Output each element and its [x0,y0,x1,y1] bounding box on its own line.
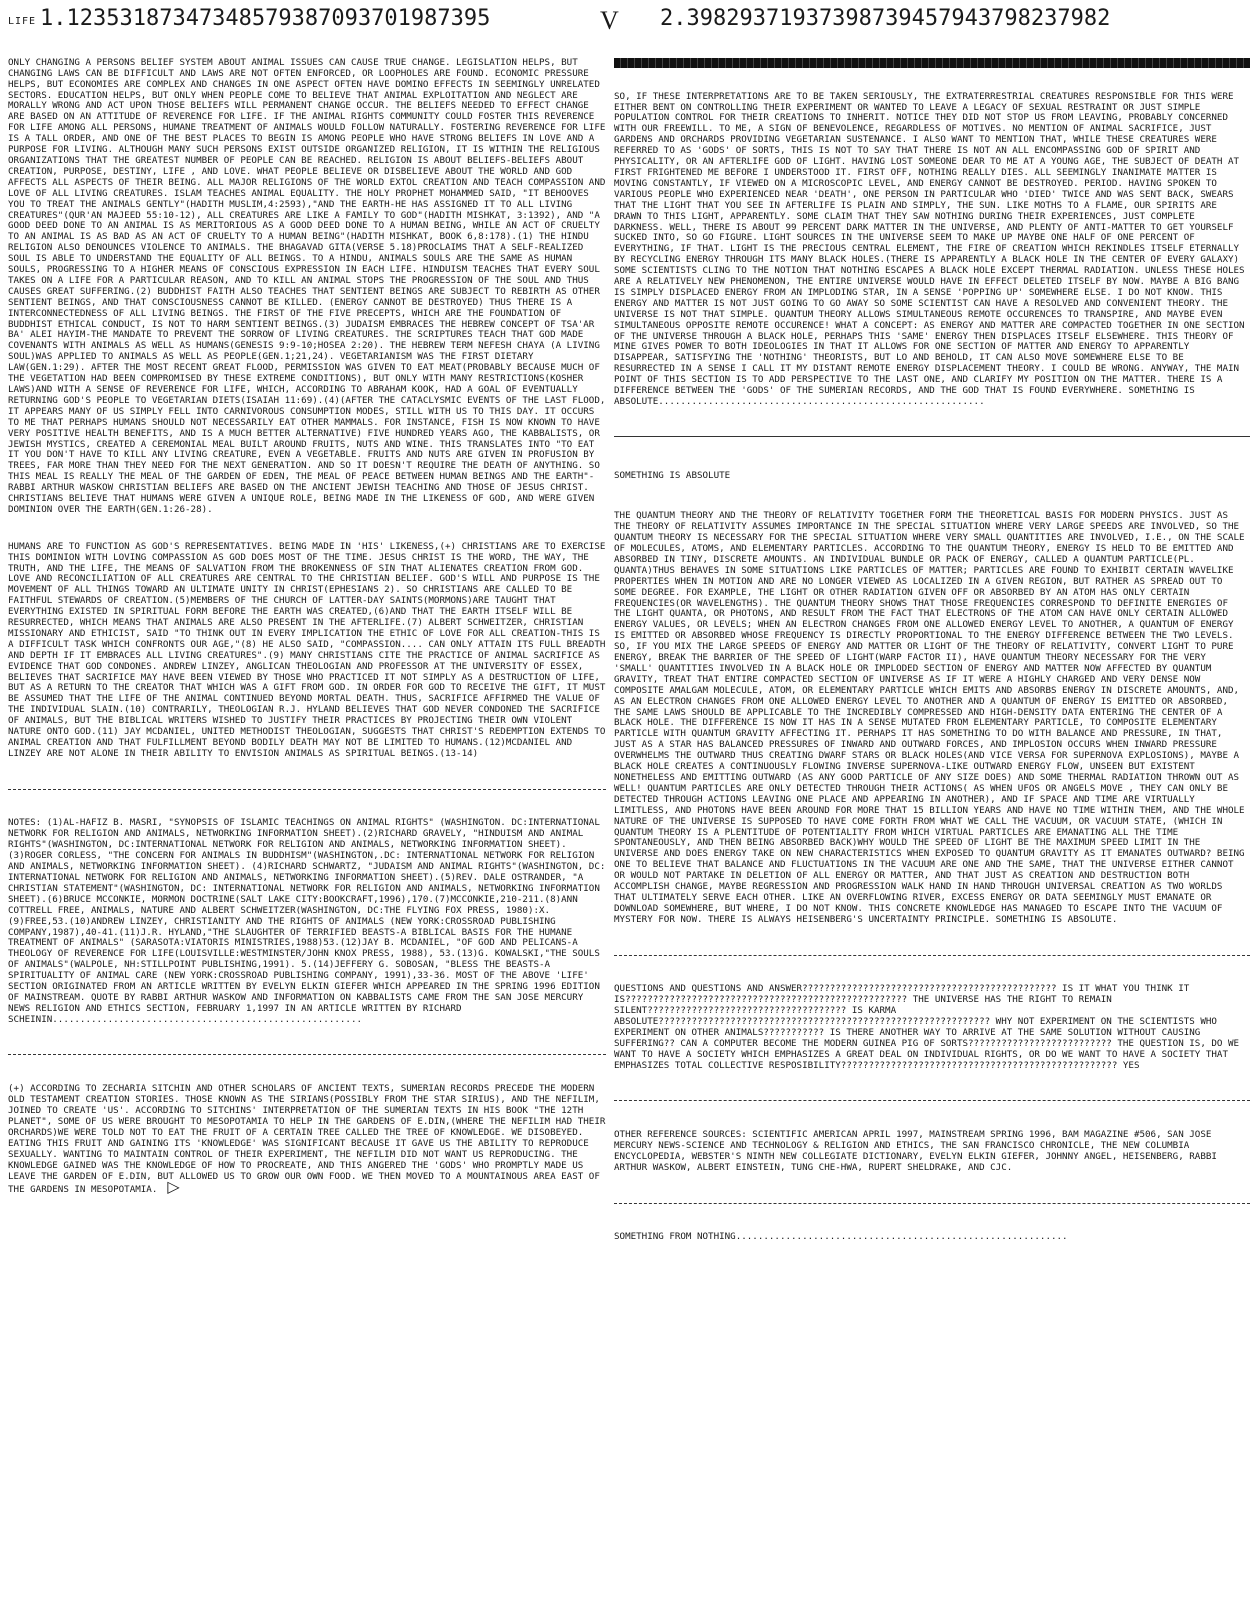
notes-block: NOTES: (1)AL-HAFIZ B. MASRI, "SYNOPSIS OF ISLAMIC TEACHINGS ON ANIMAL RIGHTS" (WASHINGTON. DC:INTERNATIONAL NETWORK FOR RELIGION AND ANIMALS, NETWORKING INFORMATION SHEET).(2)RICHARD GRAVELY, "HINDUISM AND ANIMAL RIGHTS"(WASHINGTON, DC:INTERNATIONAL NETWORK FOR RELIGION AND ANIMALS, NETWORKING INFORMATION SHEET). (3)ROGER CORLESS, "THE CONCERN FOR ANIMALS IN BUDDHISM"(WASHINGTON,.DC: INTERNATIONAL NETWORK FOR RELIGION AND ANIMALS, NETWORKING INFORMATION SHEET). (4)RICHARD SCHWARTZ, "JUDAISM AND ANIMAL RIGHTS"(WASHINGTON, DC: INTERNATIONAL NETWORK FOR RELIGION AND ANIMALS, NETWORKING INFORMATION SHEET).(5)REV. DALE OSTRANDER, "A CHRISTIAN STATEMENT"(WASHINGTON, DC: INTERNATIONAL NETWORK FOR RELIGION AND ANIMALS, NETWORKING INFORMATION SHEET).(6)BRUCE MCCONKIE, MORMON DOCTRINE(SALT LAKE CITY:BOOKCRAFT,1996),170.(7)MCCONKIE,210-211.(8)ANN COTTRELL FREE, ANIMALS, NATURE AND ALBERT SCHWEITZER(WASHINGTON, DC:THE FLYING FOX PRESS, 1980):X.(9)FREE,53.(10)ANDREW LINZEY, CHRISTIANITY AND THE RIGHTS OF ANIMALS (NEW YORK:CROSSROAD PUBLISHING COMPANY,1987),40-41.(11)J.R. HYLAND,"THE SLAUGHTER OF TERRIFIED BEASTS-A BIBLICAL BASIS FOR THE HUMANE TREATMENT OF ANIMALS" (SARASOTA:VIATORIS MINISTRIES,1988)53.(12)JAY B. MCDANIEL, "OF GOD AND PELICANS-A THEOLOGY OF REVERENCE FOR LIFE(LOUISVILLE:WESTMINSTER/JOHN KNOX PRESS, 1988), 53.(13)G. KOWALSKI,"THE SOULS OF ANIMALS"(WALPOLE, NH:STILLPOINT PUBLISHING,1991). 5.(14)JEFFERY G. SOBOSAN, "BLESS THE BEASTS-A SPIRITUALITY OF ANIMAL CARE (NEW YORK:CROSSROAD PUBLISHING COMPANY, 1991),33-36. MOST OF THE ABOVE 'LIFE' SECTION ORIGINATED FROM AN ARTICLE WRITTEN BY EVELYN ELKIN GIEFER WHICH APPEARED IN THE SPRING 1996 EDITION OF MAINSTREAM. QUOTE BY RABBI ARTHUR WASKOW AND INFORMATION ON KABBALISTS CAME FROM THE SAN JOSE MERCURY NEWS RELIGION AND ETHICS SECTION, FEBRUARY 1,1997 IN AN ARTICLE WRITTEN BY RICHARD SCHEININ........................................................ [8,817,611,1025]
divider [614,436,1250,437]
plus-note-block [8,1083,611,1197]
header-number-left: 1.1235318734734857938709370198739​5 [40,6,491,31]
header-mark: V [600,6,619,35]
plus-note-text: (+) ACCORDING TO ZECHARIA SITCHIN AND OTHER SCHOLARS OF ANCIENT TEXTS, SUMERIAN RECORDS PRECEDE THE MODERN OLD TESTAMENT CREATION STORIES. THOSE KNOWN AS THE SIRIANS(POSSIBLY FROM THE STAR SIRIUS), AND THE NEFILIM, JOINED TO CREATE 'US'. ACCORDING TO SITCHINS' INTERPRETATION OF THE SUMERIAN TEXTS IN HIS BOOK "THE 12TH PLANET", SOME OF US WERE BROUGHT TO MESOPOTAMIA TO HELP IN THE GARDENS OF E.DIN,(WHERE THE NEFILIM HAD THEIR ORCHARDS)WE WERE TOLD NOT TO EAT THE FRUIT OF A CERTAIN TREE CALLED THE TREE OF KNOWLEDGE. WE DISOBEYED. EATING THIS FRUIT AND GAINING ITS 'KNOWLEDGE' WAS SIGNIFICANT BECAUSE IT GAVE US THE ABILITY TO REPRODUCE SEXUALLY. WANTING TO MAINTAIN CONTROL OF THEIR EXPERIMENT, THE NEFILIM DID NOT WANT US REPRODUCING. THE KNOWLEDGE GAINED WAS THE KNOWLEDGE OF HOW TO PROCREATE, AND THIS ANGERED THE 'GODS' WHO PROMPTLY MADE US LEAVE THE GARDEN OF E.DIN, BUT ALLOWED US TO GROW OUR OWN FOOD. WE THEN MOVED TO A MOUNTAINOUS AREA EAST OF THE GARDENS IN MESOPOTAMIA. [8,1083,611,1196]
life-paragraph-1: ONLY CHANGING A PERSONS BELIEF SYSTEM ABOUT ANIMAL ISSUES CAN CAUSE TRUE CHANGE. LEGISLATION HELPS, BUT CHANGING LAWS CAN BE DIFFICULT AND LAWS ARE NOT OFTEN ENFORCED, OR LOOPHOLES ARE FOUND. ECONOMIC PRESSURE HELPS, BUT ECONOMIES ARE COMPLEX AND CHANGES IN ONE ASPECT OFTEN HAVE DOMINO EFFECTS IN SEEMINGLY UNRELATED SECTORS. EDUCATION HELPS, BUT ONLY WHEN PEOPLE COME TO BELIEVE THAT ANIMAL EXPLOITATION AND NEGLECT ARE MORALLY WRONG AND ACT UPON THOSE BELIEFS WILL PERMANENT CHANGE OCCUR. THE BELIEFS NEEDED TO EFFECT CHANGE ARE BASED ON AN ATTITUDE OF REVERENCE FOR LIFE. IF THE ANIMAL RIGHTS COMMUNITY COULD FOSTER THIS REVERENCE FOR LIFE AMONG ALL PERSONS, HUMANE TREATMENT OF ANIMALS WOULD FOLLOW NATURALLY. FOSTERING REVERENCE FOR LIFE IS A TALL ORDER, AND ONE OF THE BEST PLACES TO BEGIN IS AMONG PEOPLE WHO HAVE STRONG BELIEFS IN LOVE AND A PURPOSE FOR LIVING. ALTHOUGH MANY SUCH PERSONS EXIST OUTSIDE ORGANIZED RELIGION, IT IS WITHIN THE RELIGIOUS ORGANIZATIONS THAT THE GREATEST NUMBER OF PEOPLE CAN BE REACHED. RELIGION IS ABOUT BELIEFS-BELIEFS ABOUT CREATION, PURPOSE, DESTINY, LIFE , AND LOVE. WHAT PEOPLE BELIEVE OR DISBELIEVE ABOUT THE WORLD AND GOD AFFECTS ALL ASPECTS OF THEIR BEING. ALL MAJOR RELIGIONS OF THE WORLD EXTOL CREATION AND TEACH COMPASSION AND LOVE OF ALL LIVING CREATURES. ISLAM TEACHES ANIMAL EQUALITY. THE HOLY PROPHET MOHAMMED SAID, "IT BEHOOVES YOU TO TREAT THE ANIMALS GENTLY"(HADITH MUSLIM,4:2593),"AND THE EARTH-HE HAS ASSIGNED IT TO ALL LIVING CREATURES"(QUR'AN MAJEED 55:10-12), ALL CREATURES ARE LIKE A FAMILY TO GOD"(HADITH MISHKAT, 3:1392), AND "A GOOD DEED DONE TO AN ANIMAL IS AS MERITORIOUS AS A GOOD DEED DONE TO A HUMAN BEING, WHILE AN ACT OF CRUELTY TO AN ANIMAL IS AS BAD AS AN ACT OF CRUELTY TO A HUMAN BEING"(HADITH MISHKAT, BOOK 6,8:178).(1) THE HINDU RELIGION ALSO DENOUNCES VIOLENCE TO ANIMALS. THE BHAGAVAD GITA(VERSE 5.18)PROCLAIMS THAT A SELF-REALIZED SOUL IS ABLE TO UNDERSTAND THE EQUALITY OF ALL BEINGS. TO A HINDU, ANIMALS SOULS ARE THE SAME AS HUMAN SOULS, PROGRESSING TO A HIGHER MEANS OF CONSCIOUS EXPRESSION IN EACH LIFE. HINDUISM TEACHES THAT EVERY SOUL TAKES ON A LIFE FOR A PARTICULAR REASON, AND TO KILL AN ANIMAL STOPS THE PROGRESSION OF THE SOUL AND THUS CAUSES GREAT SUFFERING.(2) BUDDHIST FAITH ALSO TEACHES THAT SENTIENT BEINGS ARE SUBJECT TO REBIRTH AS OTHER SENTIENT BEINGS, AND THAT CONSCIOUSNESS CANNOT BE KILLED. (ENERGY CANNOT BE DESTROYED) THUS THERE IS A INTERCONNECTEDNESS OF ALL LIVING BEINGS. THE FIRST OF THE FIVE PRECEPTS, WHICH ARE THE FOUNDATION OF BUDDHIST ETHICAL CONDUCT, IS NOT TO HARM SENTIENT BEINGS.(3) JUDAISM EMBRACES THE HEBREW CONCEPT OF TSA'AR BA' ALEI HAYIM-THE MANDATE TO PREVENT THE SORROW OF LIVING CREATURES. THE SCRIPTURES TEACH THAT GOD MADE COVENANTS WITH ANIMALS AS WELL AS HUMANS(GENESIS 9:9-10;HOSEA 2:20). THE HEBREW TERM NEFESH CHAYA (A LIVING SOUL)WAS APPLIED TO ANIMALS AS WELL AS PEOPLE(GEN.1;21,24). VEGETARIANISM WAS THE FIRST DIETARY LAW(GEN.1:29). AFTER THE MOST RECENT GREAT FLOOD, PERMISSION WAS GIVEN TO EAT MEAT(PROBABLY BECAUSE MUCH OF THE VEGETATION HAD BEEN COMPROMISED BY THESE EXTREME CONDITIONS), BUT ONLY WITH MANY RESTRICTIONS(KOSHER LAWS)AND WITH A SENSE OF REVERENCE FOR LIFE, WHICH, ACCORDING TO ABRAHAM KOOK, HAD A GOAL OF EVENTUALLY RETURNING GOD'S PEOPLE TO VEGETARIAN DIETS(ISAIAH 11:69).(4)(AFTER THE CATACLYSMIC EVENTS OF THE LAST FLOOD, IT APPEARS MANY OF US SIMPLY FELL INTO CARNIVOROUS CONSUMPTION MODES, STILL WITH US TO THIS DAY. IT OCCURS TO ME THAT PERHAPS HUMANS SHOULD NOT NECESSARILY EAT OTHER MAMMALS. FOR INSTANCE, FISH IS NOW KNOWN TO HAVE VERY POSITIVE HEALTH BENEFITS, AND IS A MUCH BETTER ALTERNATIVE) FIVE HUNDRED YEARS AGO, THE KABBALISTS, OR JEWISH MYSTICS, CREATED A CEREMONIAL MEAL BUILT AROUND FRUITS, NUTS AND WINE. THIS TRANSLATES INTO "TO EAT IT YOU DON'T HAVE TO KILL ANY LIVING CREATURE, EVEN A VEGETABLE. FRUITS AND NUTS ARE GIVEN IN PROFUSION BY TREES, FAR MORE THAN THEY NEED FOR THE NEXT GENERATION. AND SO IT DOESN'T REQUIRE THE DEATH OF ANYTHING. SO THIS MEAL IS REALLY THE MEAL OF THE GARDEN OF EDEN, THE MEAL OF PEACE BETWEEN HUMAN BEINGS AND THE EARTH"-RABBI ARTHUR WASKOW CHRISTIAN BELIEFS ARE BASED ON THE ANCIENT JEWISH TEACHING AND THOSE OF JESUS CHRIST. CHRISTIANS BELIEVE THAT HUMANS WERE GIVEN A UNIQUE ROLE, BEING MADE IN THE LIKENESS OF GOD, AND WERE GIVEN DOMINION OVER THE EARTH(GEN.1:26-28). [8,56,611,515]
life-paragraph-2: HUMANS ARE TO FUNCTION AS GOD'S REPRESENTATIVES. BEING MADE IN 'HIS' LIKENESS,(+) CHRISTIANS ARE TO EXERCISE THIS DOMINION WITH LOVING COMPASSION AS GOD DOES MOST OF THE TIME. JESUS CHRIST IS THE WORD, THE WAY, THE TRUTH, AND THE LIFE, THE MEANS OF SALVATION FROM THE BROKENNESS OF SIN THAT ALIENATES CREATION FROM GOD. LOVE AND RECONCILIATION OF ALL CREATURES ARE CENTRAL TO THE CHRISTIAN BELIEF. GOD'S WILL AND PURPOSE IS THE MOVEMENT OF ALL THINGS TOWARD AN ULTIMATE UNITY IN CHRIST(EPHESIANS 2). SO CHRISTIANS ARE CALLED TO BE FAITHFUL STEWARDS OF CREATION.(5)MEMBERS OF THE CHURCH OF LATTER-DAY SAINTS(MORMONS)ARE TAUGHT THAT EVERYTHING EXISTED IN SPIRITUAL FORM BEFORE THE EARTH WAS CREATED,(6)AND THAT THE EARTH ITSELF WILL BE RESURRECTED, WHICH MEANS THAT ANIMALS ARE ALSO PRESENT IN THE AFTERLIFE.(7) ALBERT SCHWEITZER, CHRISTIAN MISSIONARY AND ETHICIST, SAID "TO THINK OUT IN EVERY IMPLICATION THE ETHIC OF LOVE FOR ALL CREATION-THIS IS A DIFFICULT TASK WHICH CONFRONTS OUR AGE,"(8) HE ALSO SAID, "COMPASSION.... CAN ONLY ATTAIN ITS FULL BREADTH AND DEPTH IF IT EMBRACES ALL LIVING CREATURES".(9) MANY CHRISTIANS CITE THE PRACTICE OF ANIMAL SACRIFICE AS EVIDENCE THAT GOD CONDONES. ANDREW LINZEY, ANGLICAN THEOLOGIAN AND PROFESSOR AT THE UNIVERSITY OF ESSEX, BELIEVES THAT SACRIFICE MAY HAVE BEEN VIEWED BY THOSE WHO PRACTICED IT NOT SIMPLY AS A DESTRUCTION OF LIFE, BUT AS A RETURN TO THE CREATOR THAT WHICH WAS A GIFT FROM GOD. IN ORDER FOR GOD TO RECEIVE THE GIFT, IT MUST BE ASSUMED THAT THE LIFE OF THE ANIMAL CONTINUED BEYOND MORTAL DEATH. THUS, SACRIFICE AFFIRMED THE VALUE OF THE INDIVIDUAL SLAIN.(10) CONTRARILY, THEOLOGIAN R.J. HYLAND BELIEVES THAT GOD NEVER CONDONED THE SACRIFICE OF ANIMALS, BUT THE BIBLICAL WRITERS WISHED TO JUSTIFY THEIR PRACTICES BY PROJECTING THEIR OWN VIOLENT NATURE ONTO GOD.(11) JAY MCDANIEL, UNITED METHODIST THEOLOGIAN, SUGGESTS THAT CHRIST'S REDEMPTION EXTENDS TO ANIMAL CREATION AND THAT FULFILLMENT BEYOND BODILY DEATH MAY NOT BE LIMITED TO HUMANS.(12)MCDANIEL AND LINZEY ARE NOT ALONE IN THEIR ABILITY TO ENVISION ANIMALS AS SPIRITUAL BEINGS.(13-14) [8,540,611,759]
divider [8,789,606,790]
divider [614,1100,1250,1101]
references-block: OTHER REFERENCE SOURCES: SCIENTIFIC AMERICAN APRIL 1997, MAINSTREAM SPRING 1996, BAM MAGAZINE #506, SAN JOSE MERCURY NEWS-SCIENCE AND TECHNOLOGY & RELIGION AND ETHICS, THE SAN FRANCISCO CHRONICLE, THE NEW COLUMBIA ENCYCLOPEDIA, WEBSTER'S NINTH NEW COLLEGIATE DICTIONARY, EVELYN ELKIN GIEFER, JOHNNY ANGEL, HEISENBERG, RABBI ARTHUR WASKOW, ALBERT EINSTEIN, TUNG CHE-HWA, RUPERT SHELDRAKE, AND CJC. [614,1129,1223,1173]
right-column [614,36,1250,1254]
footer-line: SOMETHING FROM NOTHING............................................................ [614,1231,1068,1243]
page-header [0,6,1258,40]
left-column [8,36,611,1207]
quantum-paragraph: THE QUANTUM THEORY AND THE THEORY OF RELATIVITY TOGETHER FORM THE THEORETICAL BASIS FOR MODERN PHYSICS. JUST AS THE THEORY OF RELATIVITY ASSUMES IMPORTANCE IN THE SPECIAL SITUATION WHERE VERY LARGE SPEEDS ARE INVOLVED, SO THE QUANTUM THEORY IS NECESSARY FOR THE SPECIAL SITUATION WHERE VERY SMALL QUANTITIES ARE INVOLVED, I.E., ON THE SCALE OF MOLECULES, ATOMS, AND ELEMENTARY PARTICLES. ACCORDING TO THE QUANTUM THEORY, ENERGY IS HELD TO BE EMITTED AND ABSORBED IN TINY, DISCRETE AMOUNTS. AN INDIVIDUAL BUNDLE OR PACK OF ENERGY, CALLED A QUANTUM PARTICLE(PL. QUANTA)THUS BEHAVES IN SOME SITUATIONS LIKE PARTICLES OF MATTER; PARTICLES ARE FOUND TO EXHIBIT CERTAIN WAVELIKE PROPERTIES WHEN IN MOTION AND ARE NO LONGER VIEWED AS LOCALIZED IN A GIVEN REGION, BUT RATHER AS SPREAD OUT TO SOME DEGREE. FOR EXAMPLE, THE LIGHT OR OTHER RADIATION GIVEN OFF OR ABSORBED BY AN ATOM HAS ONLY CERTAIN FREQUENCIES(OR WAVELENGTHS). THE QUANTUM THEORY SHOWS THAT THOSE FREQUENCIES CORRESPOND TO DEFINITE ENERGIES OF THE LIGHT QUANTA, OR PHOTONS, AND RESULT FROM THE FACT THAT ELECTRONS OF THE ATOM CAN HAVE ONLY CERTAIN ALLOWED ENERGY VALUES, OR LEVELS; WHEN AN ELECTRON CHANGES FROM ONE ALLOWED ENERGY LEVEL TO ANOTHER, A QUANTUM OF ENERGY IS EMITTED OR ABSORBED WHOSE FREQUENCY IS DIRECTLY PROPORTIONAL TO THE ENERGY DIFFERENCE BETWEEN THE TWO LEVELS. SO, IF YOU MIX THE LARGE SPEEDS OF ENERGY AND MATTER OR LIGHT OF THE THEORY OF RELATIVITY, CONVERT LIGHT TO PURE ENERGY, BREAK THE BARRIER OF THE SPEED OF LIGHT(WARP FACTOR II), HAVE QUANTUM THEORY NECESSARY FOR THE VERY 'SMALL' QUANTITIES INVOLVED IN A BLACK HOLE OR IMPLODED SECTION OF ENERGY AND MATTER NOW AFFECTED BY QUANTUM GRAVITY, TREAT THAT ENTIRE COMPACTED SECTION OF UNIVERSE AS IF IT WERE A HIGHLY CHARGED AND VERY DENSE NOW COMPOSITE AMALGAM MOLECULE, ATOM, OR ELEMENTARY PARTICLE WHICH EMITS AND ABSORBS ENERGY IN DISCRETE AMOUNTS, AND, AS AN ELECTRON CHANGES FROM ONE ALLOWED ENERGY LEVEL TO ANOTHER AND A QUANTUM OF ENERGY IS EMITTED OR ABSORBED, THE SAME LAWS SHOULD BE APPLICABLE TO THE INCREDIBLY COMPRESSED AND HIGH-DENSITY DATA ENTERING THE CENTER OF A BLACK HOLE. THE DIFFERENCE IS NOW IT HAS IN A SENSE MUTATED FROM ELEMENTARY PARTICLE, TO COMPOSITE ELEMENTARY PARTICLE WITH QUANTUM GRAVITY AFFECTING IT. PERHAPS IT HAS SOMETHING TO DO WITH BALANCE AND PRESSURE, IN THAT, JUST AS A STAR HAS BALANCED PRESSURES OF INWARD AND OUTWARD FORCES, AND IMPLOSION OCCURS WHEN INWARD PRESSURE OVERWHELMS THE OUTWARD THUS CREATING DWARF STARS OR BLACK HOLES(AND VICE VERSA FOR SUPERNOVA EXPLOSIONS), MAYBE A BLACK HOLE CREATES A CONTINUOUSLY FLOWING INVERSE SUPERNOVA-LIKE OUTWARD ENERGY FLOW, UNSEEN BUT EXISTENT NONETHELESS AND EMITTING OUTWARD (AS ANY GOOD PARTICLE OF ANY SIZE DOES) AND SOME THERMAL RADIATION THROWN OUT AS WELL! QUANTUM PARTICLES ARE ONLY DETECTED THROUGH THEIR ACTIONS( AS WHEN UFOS OR ANGELS MOVE , THEY CAN ONLY BE DETECTED THROUGH ACTIONS LEAVING ONE PLACE AND APPEARING IN ANOTHER), AND IF SPACE AND TIME ARE VIRTUALLY LIMITLESS, AND PHOTONS HAVE BEEN AROUND FOR MORE THAT 15 BILLION YEARS AND HAVE NO TIME WITHIN THEM, AND THE WHOLE NATURE OF THE UNIVERSE IS SUPPOSED TO HAVE COME FORTH FROM WHAT WE CALL THE VACUUM, OR VACUUM STATE, (WHICH IN QUANTUM THEORY IS A PLENTITUDE OF POTENTIALITY FROM WHICH VIRTUAL PARTICLES ARE EMANATING ALL THE TIME SPONTANEOUSLY, AND THEN BEING ABSORBED BACK)WHY WOULD THE SPEED OF LIGHT BE THE MAXIMUM SPEED LIMIT IN THE UNIVERSE AND DOES ENERGY TAKE ON NEW CHARACTERISTICS WHEN EXPOSED TO QUANTUM GRAVITY AS IT EMANATES OUTWARD? BEING ONE TO BELIEVE THAT BALANCE AND FLUCTUATIONS IN THE VACUUM ARE ONE AND THE SAME, THAT THE UNIVERSE EITHER CANNOT OR WOULD NOT PARTAKE IN DELETION OF ALL ENERGY OR MATTER, AND THAT JUST AS CREATION AND DESTRUCTION BOTH ACCOMPLISH CHANGE, MAYBE REGRESSION AND PROGRESSION WALK HAND IN HAND THROUGH UNIVERSAL CREATION AS TWO WORLDS THAT ULTIMATELY SERVE EACH OTHER. LIKE AN OVERFLOWING RIVER, EXCESS ENERGY OR DATA SEEMINGLY MUST EMANATE OR DOWNLOAD SOMEWHERE, BUT WHERE, I DO NOT KNOW. THIS CONCRETE KNOWLEDGE HAS MANAGED TO ESCAPE INTO THE VACUUM OF MYSTERY FOR NOW. THERE IS ALWAYS HEISENBERG'S UNCERTAINTY PRINCIPLE. SOMETHING IS ABSOLUTE. [614,510,1251,925]
interpretations-paragraph: SO, IF THESE INTERPRETATIONS ARE TO BE TAKEN SERIOUSLY, THE EXTRATERRESTRIAL CREATURES RESPONSIBLE FOR THIS WERE EITHER BENT ON CONTROLLING THEIR EXPERIMENT OR WANTED TO LEAVE A LEGACY OF SEXUAL RESTRAINT OR JUST SIMPLE POPULATION CONTROL FOR THEIR CREATIONS TO INHERIT. NOTICE THEY DID NOT STOP US FROM LEAVING, PROBABLY CONCERNED WITH OUR FREEWILL. TO ME, A SIGN OF BENEVOLENCE, REGARDLESS OF MOTIVES. NO MENTION OF ANIMAL SACRIFICE, JUST GARDENS AND ORCHARDS PROVIDING VEGETARIAN SUSTENANCE. I ALSO WANT TO MENTION THAT, WHILE THESE CREATURES WERE REFERRED TO AS 'GODS' OF SORTS, THIS IS NOT TO SAY THAT THERE IS NOT AN ALL ENCOMPASSING GOD OF SPIRIT AND PHYSICALITY, OR AN AFTERLIFE GOD OF LIGHT. HAVING LOST SOMEONE DEAR TO ME AT A YOUNG AGE, THE SUBJECT OF DEATH AT FIRST FRIGHTENED ME BEFORE I UNDERSTOOD IT. FIRST OFF, NOTHING REALLY DIES. ALL SEEMINGLY INANIMATE MATTER IS MOVING CONSTANTLY, IF VIEWED ON A MICROSCOPIC LEVEL, AND ENERGY CANNOT BE DESTROYED. PERIOD. HAVING SPOKEN TO VARIOUS PEOPLE WHO EXPERIENCED NEAR 'DEATH', ONE PERSON IN PARTICULAR WHO 'DIED' TWICE AND WAS SENT BACK, SWEARS THAT THE LIGHT THAT YOU SEE IN AFTERLIFE IS PLAIN AND SIMPLY, THE SUN. LIKE MOTHS TO A FLAME, OUR SPIRITS ARE DRAWN TO THIS LIGHT, APPARENTLY. SOME CLAIM THAT THEY SAW NOTHING DURING THEIR EXPERIENCES, JUST COMPLETE DARKNESS. WELL, THERE IS ABOUT 99 PERCENT DARK MATTER IN THE UNIVERSE, AND PLENTY OF ANTI-MATTER TO GET YOURSELF SUCKED INTO, SO GO FIGURE. LIGHT SOURCES IN THE UNIVERSE SEEM TO MAKE UP MAYBE ONE HALF OF ONE PERCENT OF EVERYTHING, IF THAT. LIGHT IS THE PRECIOUS CENTRAL ELEMENT, THE FIRE OF CREATION WHICH REKINDLES ITSELF ETERNALLY BY RECYCLING ENERGY THROUGH ITS MANY BLACK HOLES.(THERE IS APPARENTLY A BLACK HOLE IN THE CENTER OF EVERY GALAXY) SOME SCIENTISTS CLING TO THE NOTION THAT NOTHING ESCAPES A BLACK HOLE EXCEPT THERMAL RADIATION. UNLESS THESE HOLES ARE A RELATIVELY NEW PHENOMENON, THE ENTIRE UNIVERSE WOULD HAVE IN EFFECT DELETED ITSELF BY NOW. MAYBE A BIG BANG IS SIMPLY DISPLACED ENERGY FROM AN IMPLODING STAR, IN A SENSE 'POPPING UP' SOMEWHERE ELSE. I DO NOT KNOW. THIS ENERGY AND MATTER IS NOT JUST GOING TO GO AWAY SO SOME SCIENTIST CAN HAVE A RESOLVED AND CONVENIENT THEORY. THE UNIVERSE IS NOT THAT SIMPLE. QUANTUM THEORY ALLOWS SIMULTANEOUS REMOTE OCCURENCES TO TRANSPIRE, AND MAYBE EVEN SIMULTANEOUS OPPOSITE REMOTE OCCURENCE! WHAT A CONCEPT: AS ENERGY AND MATTER ARE COMPACTED TOGETHER IN ONE SECTION OF THE UNIVERSE THROUGH A BLACK HOLE, PERHAPS THIS 'SAME' ENERGY THEN DISPLACES ITSELF ELSEWHERE. THIS THEORY OF MINE GIVES POWER TO BOTH IDEOLOGIES IN THAT IT ALLOWS FOR ONE SECTION OF MATTER AND ENERGY TO APPARENTLY DISAPPEAR, SATISFYING THE 'NOTHING' THEORISTS, BUT LO AND BEHOLD, IT CAN ALSO MOVE SOMEWHERE ELSE TO BE RESURRECTED IN A SENSE I CALL IT MY DISTANT REMOTE ENERGY DISPLACEMENT THEORY. I COULD BE WRONG. ANYWAY, THE MAIN POINT OF THIS SECTION IS TO ADD PERSPECTIVE TO THE LAST ONE, AND CLARIFY MY POSITION ON THE MATTER. THERE IS A DIFFERENCE BETWEEN THE 'GODS' OF THE SUMERIAN RECORDS, AND THE GOD THAT IS FOUND EVERYWHERE. SOMETHING IS ABSOLUTE........................................................... [614,90,1251,407]
header-number-right: 2.3982937193739873945794379823798​2 [660,6,1111,31]
header-bar [614,58,1250,68]
divider [614,1203,1250,1204]
section-tag: LIFE [8,16,37,27]
divider [8,1054,606,1055]
questions-block: QUESTIONS AND QUESTIONS AND ANSWER?????????????????????????????????????????????? IS IT WHAT YOU THINK IT IS??????????????????????????????????????????????????? THE UNIVERSE HAS THE RIGHT TO REMAIN SILENT???????????????????????????????????? IS KARMA ABSOLUTE???????????????????????????????????????????????????????????? WHY NOT EXPERIMENT ON THE SCIENTISTS WHO EXPERIMENT ON OTHER ANIMALS??????????? IS THERE ANOTHER WAY TO ARRIVE AT THE SAME SOLUTION WITHOUT CAUSING SUFFERING?? CAN A COMPUTER BECOME THE MODERN GUINEA PIG OF SORTS?????????????????????????? THE QUESTION IS, DO WE WANT TO HAVE A SOCIETY WHICH EMPHASIZES A GREAT DEAL ON INDIVIDUAL RIGHTS, OR DO WE WANT TO HAVE A SOCIETY THAT EMPHASIZES TOTAL COLLECTIVE RESPOSIBILITY?????????????????????????????????????????????????? YES [614,983,1245,1071]
divider [614,955,1250,956]
next-arrow-icon: ▷ [167,1177,180,1197]
section-title: SOMETHING IS ABSOLUTE [614,469,731,481]
